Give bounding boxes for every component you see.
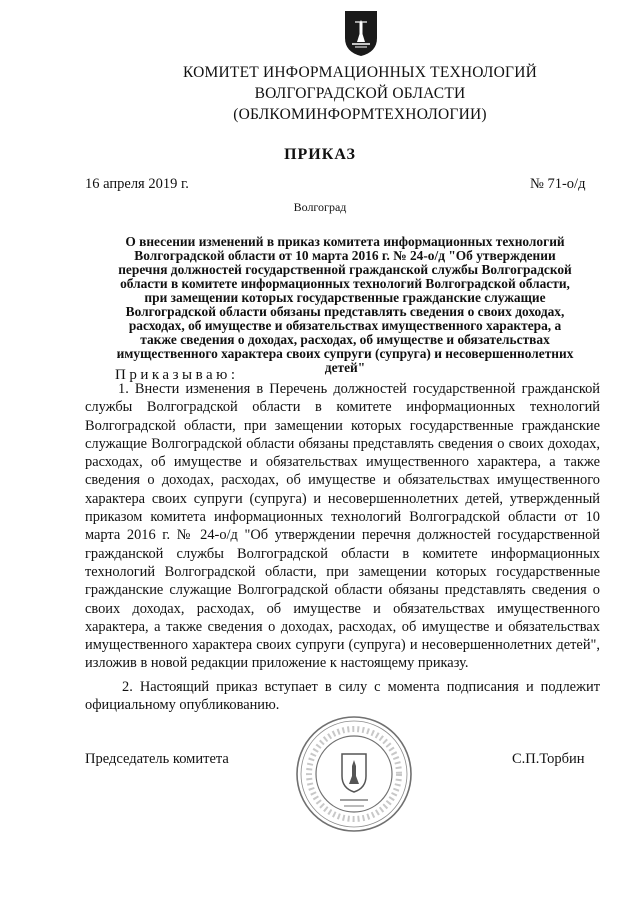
document-type: ПРИКАЗ	[284, 146, 356, 163]
org-name-line3: (ОБЛКОМИНФОРМТЕХНОЛОГИИ)	[233, 106, 487, 123]
document-city: Волгоград	[293, 200, 347, 214]
coat-of-arms-icon	[341, 8, 381, 58]
subject-line: также сведения о доходах, расходах, об имуществе и обязательствах	[140, 332, 550, 347]
official-seal-icon	[294, 714, 414, 834]
subject-line: О внесении изменений в приказ комитета информационных технологий	[125, 234, 565, 249]
signer-name: С.П.Торбин	[512, 751, 585, 767]
paragraph-2: 2. Настоящий приказ вступает в силу с момента подписания и подлежит официальному опубликованию.	[85, 679, 600, 714]
order-word: Приказываю:	[115, 367, 239, 383]
subject-line: расходах, об имуществе и обязательствах имущественного характера, а	[128, 318, 562, 333]
org-name-line2: ВОЛГОГРАДСКОЙ ОБЛАСТИ	[254, 85, 466, 102]
document-date: 16 апреля 2019 г.	[85, 176, 189, 192]
subject-line: Волгоградской области обязаны представлять сведения о своих доходах,	[125, 304, 565, 319]
org-name-line1: КОМИТЕТ ИНФОРМАЦИОННЫХ ТЕХНОЛОГИЙ	[183, 64, 537, 81]
paragraph-1: 1. Внести изменения в Перечень должностей государственной гражданской службы Волгоградской области в комитете информационных технологий Волгоградской области, при замещении которых государственные гражданские служащие Волгоградской области обязаны представлять сведения о своих доходах, расходах, об имуществе и обязательствах имущественного характера, а также сведения о доходах, расходах, об имуществе и обязательствах имущественного характера своих супруги (супруга) и несовершеннолетних детей, утвержденный приказом комитета информационных технологий Волгоградской области от 10 марта 2016 г. № 24-о/д "Об утверждении перечня должностей государственной гражданской службы Волгоградской области в комитете информационных технологий Волгоградской области, при замещении которых государственные гражданские служащие Волгоградской области обязаны представлять сведения о своих доходах, расходах, об имуществе и обязательствах имущественного характера, а также сведения о доходах, расходах, об имуществе и обязательствах имущественного характера своих супруги (супруга) и несовершеннолетних детей", изложив в новой редакции приложение к настоящему приказу.	[85, 381, 600, 672]
document-number: № 71-о/д	[530, 176, 586, 192]
document-subject	[85, 235, 605, 375]
subject-line: области в комитете информационных технологий Волгоградской области,	[120, 276, 570, 291]
subject-line: детей"	[324, 360, 366, 375]
subject-line: перечня должностей государственной гражданской службы Волгоградской	[118, 262, 572, 277]
subject-line: Волгоградской области от 10 марта 2016 г. № 24-о/д "Об утверждении	[134, 248, 556, 263]
subject-line: при замещении которых государственные гражданские служащие	[144, 290, 546, 305]
subject-line: имущественного характера своих супруги (супруга) и несовершеннолетних	[116, 346, 574, 361]
signer-title: Председатель комитета	[85, 751, 229, 767]
